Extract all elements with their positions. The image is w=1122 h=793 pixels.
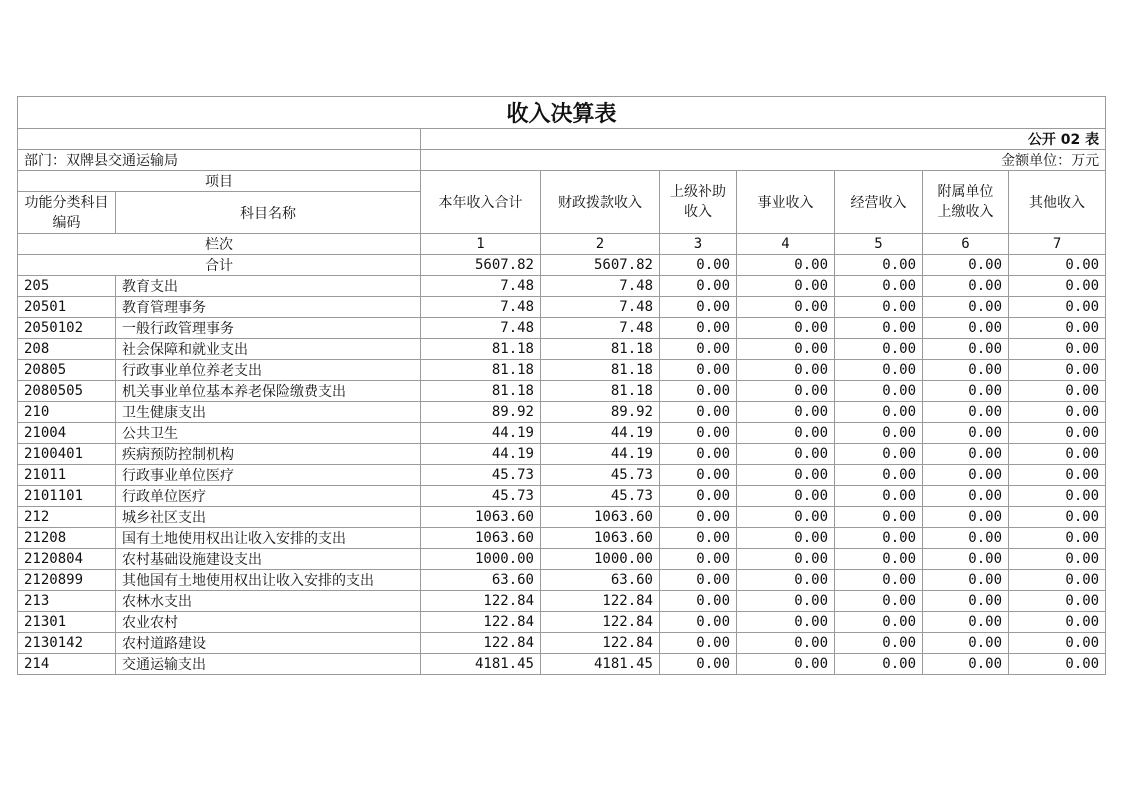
row-value: 1063.60 xyxy=(541,507,660,528)
row-value: 7.48 xyxy=(541,318,660,339)
lanci-col: 5 xyxy=(835,234,923,255)
table-row xyxy=(18,591,1106,612)
row-value: 81.18 xyxy=(541,339,660,360)
row-value: 0.00 xyxy=(660,633,737,654)
row-value: 7.48 xyxy=(541,276,660,297)
row-code: 21301 xyxy=(18,612,116,633)
row-value: 1000.00 xyxy=(541,549,660,570)
row-value: 0.00 xyxy=(835,465,923,486)
table-row xyxy=(18,360,1106,381)
row-name: 城乡社区支出 xyxy=(116,507,421,528)
row-value: 122.84 xyxy=(421,591,541,612)
lanci-col: 6 xyxy=(923,234,1009,255)
row-name: 国有土地使用权出让收入安排的支出 xyxy=(116,528,421,549)
row-value: 122.84 xyxy=(421,612,541,633)
row-code: 205 xyxy=(18,276,116,297)
row-value: 0.00 xyxy=(737,612,835,633)
row-name: 行政单位医疗 xyxy=(116,486,421,507)
row-name: 疾病预防控制机构 xyxy=(116,444,421,465)
form-code: 公开 02 表 xyxy=(421,129,1106,150)
row-value: 0.00 xyxy=(660,507,737,528)
row-value: 0.00 xyxy=(737,318,835,339)
row-name: 机关事业单位基本养老保险缴费支出 xyxy=(116,381,421,402)
header-fiscal: 财政拨款收入 xyxy=(541,171,660,234)
row-value: 0.00 xyxy=(1009,654,1106,675)
row-name: 教育支出 xyxy=(116,276,421,297)
row-value: 0.00 xyxy=(737,381,835,402)
row-value: 4181.45 xyxy=(541,654,660,675)
row-code: 21004 xyxy=(18,423,116,444)
lanci-col: 7 xyxy=(1009,234,1106,255)
row-code: 2130142 xyxy=(18,633,116,654)
row-value: 0.00 xyxy=(835,570,923,591)
table-row xyxy=(18,465,1106,486)
header-operating: 经营收入 xyxy=(835,171,923,234)
row-value: 0.00 xyxy=(1009,276,1106,297)
row-value: 0.00 xyxy=(923,654,1009,675)
row-value: 0.00 xyxy=(1009,591,1106,612)
total-value: 0.00 xyxy=(923,255,1009,276)
row-value: 0.00 xyxy=(1009,339,1106,360)
row-value: 0.00 xyxy=(660,360,737,381)
row-value: 89.92 xyxy=(421,402,541,423)
row-code: 208 xyxy=(18,339,116,360)
row-value: 0.00 xyxy=(1009,444,1106,465)
row-value: 45.73 xyxy=(421,486,541,507)
row-value: 0.00 xyxy=(923,444,1009,465)
row-value: 7.48 xyxy=(421,276,541,297)
row-value: 0.00 xyxy=(835,507,923,528)
row-value: 0.00 xyxy=(923,591,1009,612)
row-value: 0.00 xyxy=(737,633,835,654)
row-value: 81.18 xyxy=(541,360,660,381)
row-value: 0.00 xyxy=(1009,423,1106,444)
row-value: 1063.60 xyxy=(421,528,541,549)
row-value: 0.00 xyxy=(835,318,923,339)
row-value: 0.00 xyxy=(660,339,737,360)
row-value: 0.00 xyxy=(1009,465,1106,486)
row-value: 0.00 xyxy=(1009,633,1106,654)
row-value: 0.00 xyxy=(737,423,835,444)
row-value: 0.00 xyxy=(1009,549,1106,570)
row-code: 2080505 xyxy=(18,381,116,402)
row-value: 45.73 xyxy=(541,486,660,507)
table-row xyxy=(18,486,1106,507)
row-value: 0.00 xyxy=(835,276,923,297)
row-code: 2100401 xyxy=(18,444,116,465)
row-value: 0.00 xyxy=(923,318,1009,339)
row-value: 0.00 xyxy=(660,276,737,297)
row-value: 0.00 xyxy=(660,465,737,486)
row-name: 农林水支出 xyxy=(116,591,421,612)
row-value: 7.48 xyxy=(421,297,541,318)
total-value: 0.00 xyxy=(660,255,737,276)
table-row xyxy=(18,549,1106,570)
total-value: 5607.82 xyxy=(421,255,541,276)
header-superior-subsidy: 上级补助收入 xyxy=(660,171,737,234)
row-value: 0.00 xyxy=(660,402,737,423)
row-value: 0.00 xyxy=(923,633,1009,654)
row-value: 0.00 xyxy=(1009,318,1106,339)
table-row xyxy=(18,654,1106,675)
row-name: 农村基础设施建设支出 xyxy=(116,549,421,570)
row-code: 21208 xyxy=(18,528,116,549)
row-value: 0.00 xyxy=(1009,570,1106,591)
page-title: 收入决算表 xyxy=(18,97,1106,129)
row-value: 0.00 xyxy=(737,360,835,381)
header-subject-name: 科目名称 xyxy=(116,192,421,234)
row-name: 公共卫生 xyxy=(116,423,421,444)
row-value: 0.00 xyxy=(835,549,923,570)
blank-cell xyxy=(18,129,421,150)
row-value: 0.00 xyxy=(660,318,737,339)
row-code: 213 xyxy=(18,591,116,612)
unit-label: 金额单位：万元 xyxy=(421,150,1106,171)
row-name: 一般行政管理事务 xyxy=(116,318,421,339)
row-value: 0.00 xyxy=(923,549,1009,570)
total-label: 合计 xyxy=(18,255,421,276)
row-value: 0.00 xyxy=(737,276,835,297)
lanci-col: 1 xyxy=(421,234,541,255)
table-row xyxy=(18,276,1106,297)
row-value: 0.00 xyxy=(737,402,835,423)
header-func-code: 功能分类科目编码 xyxy=(18,192,116,234)
row-value: 0.00 xyxy=(923,570,1009,591)
row-code: 20501 xyxy=(18,297,116,318)
row-value: 44.19 xyxy=(421,423,541,444)
total-value: 0.00 xyxy=(1009,255,1106,276)
row-value: 0.00 xyxy=(923,360,1009,381)
row-value: 0.00 xyxy=(923,381,1009,402)
row-value: 0.00 xyxy=(923,276,1009,297)
row-value: 0.00 xyxy=(923,402,1009,423)
lanci-col: 4 xyxy=(737,234,835,255)
income-statement-sheet xyxy=(17,96,1105,675)
row-value: 0.00 xyxy=(1009,528,1106,549)
row-value: 0.00 xyxy=(923,297,1009,318)
row-name: 交通运输支出 xyxy=(116,654,421,675)
row-code: 210 xyxy=(18,402,116,423)
row-value: 0.00 xyxy=(835,591,923,612)
lanci-label: 栏次 xyxy=(18,234,421,255)
row-value: 63.60 xyxy=(421,570,541,591)
row-value: 0.00 xyxy=(737,549,835,570)
table-row xyxy=(18,528,1106,549)
row-code: 2050102 xyxy=(18,318,116,339)
row-value: 44.19 xyxy=(541,423,660,444)
department-label: 部门：双牌县交通运输局 xyxy=(18,150,421,171)
row-value: 0.00 xyxy=(737,654,835,675)
row-value: 0.00 xyxy=(737,507,835,528)
row-value: 7.48 xyxy=(541,297,660,318)
row-value: 0.00 xyxy=(1009,360,1106,381)
row-value: 0.00 xyxy=(737,528,835,549)
income-table xyxy=(17,96,1106,675)
row-value: 0.00 xyxy=(660,297,737,318)
row-value: 81.18 xyxy=(421,360,541,381)
lanci-col: 2 xyxy=(541,234,660,255)
row-value: 0.00 xyxy=(1009,507,1106,528)
row-name: 行政事业单位医疗 xyxy=(116,465,421,486)
row-value: 0.00 xyxy=(923,507,1009,528)
header-other: 其他收入 xyxy=(1009,171,1106,234)
row-value: 0.00 xyxy=(660,591,737,612)
row-value: 122.84 xyxy=(541,612,660,633)
row-value: 0.00 xyxy=(660,570,737,591)
row-name: 卫生健康支出 xyxy=(116,402,421,423)
row-value: 0.00 xyxy=(1009,402,1106,423)
table-row xyxy=(18,612,1106,633)
row-value: 0.00 xyxy=(660,444,737,465)
row-value: 81.18 xyxy=(541,381,660,402)
row-value: 0.00 xyxy=(835,654,923,675)
header-item: 项目 xyxy=(18,171,421,192)
row-value: 0.00 xyxy=(660,612,737,633)
row-value: 1063.60 xyxy=(421,507,541,528)
row-value: 0.00 xyxy=(835,486,923,507)
row-value: 81.18 xyxy=(421,339,541,360)
row-value: 89.92 xyxy=(541,402,660,423)
row-value: 0.00 xyxy=(923,465,1009,486)
row-value: 0.00 xyxy=(660,423,737,444)
row-value: 45.73 xyxy=(421,465,541,486)
row-value: 0.00 xyxy=(1009,486,1106,507)
row-value: 0.00 xyxy=(835,339,923,360)
row-value: 0.00 xyxy=(835,633,923,654)
row-code: 212 xyxy=(18,507,116,528)
table-row xyxy=(18,507,1106,528)
row-name: 农村道路建设 xyxy=(116,633,421,654)
row-code: 20805 xyxy=(18,360,116,381)
table-row xyxy=(18,339,1106,360)
row-value: 0.00 xyxy=(835,423,923,444)
row-value: 0.00 xyxy=(737,570,835,591)
row-value: 81.18 xyxy=(421,381,541,402)
row-value: 0.00 xyxy=(923,528,1009,549)
row-value: 0.00 xyxy=(923,612,1009,633)
header-total-income: 本年收入合计 xyxy=(421,171,541,234)
row-value: 0.00 xyxy=(660,486,737,507)
row-code: 2101101 xyxy=(18,486,116,507)
row-value: 45.73 xyxy=(541,465,660,486)
row-value: 0.00 xyxy=(835,381,923,402)
table-row xyxy=(18,570,1106,591)
row-value: 0.00 xyxy=(737,486,835,507)
row-code: 21011 xyxy=(18,465,116,486)
row-value: 0.00 xyxy=(1009,612,1106,633)
row-value: 0.00 xyxy=(737,444,835,465)
row-value: 0.00 xyxy=(835,612,923,633)
row-value: 0.00 xyxy=(835,297,923,318)
row-name: 社会保障和就业支出 xyxy=(116,339,421,360)
row-value: 0.00 xyxy=(1009,297,1106,318)
row-value: 0.00 xyxy=(923,423,1009,444)
table-row xyxy=(18,444,1106,465)
row-value: 0.00 xyxy=(737,591,835,612)
table-row xyxy=(18,633,1106,654)
row-value: 0.00 xyxy=(660,549,737,570)
row-value: 0.00 xyxy=(835,528,923,549)
header-business: 事业收入 xyxy=(737,171,835,234)
row-value: 0.00 xyxy=(660,381,737,402)
row-value: 0.00 xyxy=(737,339,835,360)
total-value: 0.00 xyxy=(737,255,835,276)
row-value: 4181.45 xyxy=(421,654,541,675)
row-value: 44.19 xyxy=(541,444,660,465)
table-row xyxy=(18,297,1106,318)
row-value: 0.00 xyxy=(923,486,1009,507)
row-value: 0.00 xyxy=(835,402,923,423)
table-row xyxy=(18,318,1106,339)
row-code: 2120899 xyxy=(18,570,116,591)
header-affiliated: 附属单位上缴收入 xyxy=(923,171,1009,234)
row-value: 122.84 xyxy=(541,633,660,654)
row-value: 0.00 xyxy=(835,360,923,381)
row-name: 其他国有土地使用权出让收入安排的支出 xyxy=(116,570,421,591)
row-value: 0.00 xyxy=(660,528,737,549)
row-value: 0.00 xyxy=(1009,381,1106,402)
row-code: 2120804 xyxy=(18,549,116,570)
row-value: 0.00 xyxy=(923,339,1009,360)
row-name: 行政事业单位养老支出 xyxy=(116,360,421,381)
table-row xyxy=(18,402,1106,423)
row-value: 0.00 xyxy=(660,654,737,675)
row-name: 教育管理事务 xyxy=(116,297,421,318)
row-value: 63.60 xyxy=(541,570,660,591)
row-value: 7.48 xyxy=(421,318,541,339)
lanci-col: 3 xyxy=(660,234,737,255)
table-row xyxy=(18,381,1106,402)
row-value: 1000.00 xyxy=(421,549,541,570)
row-name: 农业农村 xyxy=(116,612,421,633)
row-value: 0.00 xyxy=(737,297,835,318)
row-value: 1063.60 xyxy=(541,528,660,549)
total-value: 0.00 xyxy=(835,255,923,276)
row-value: 44.19 xyxy=(421,444,541,465)
row-value: 0.00 xyxy=(835,444,923,465)
row-value: 122.84 xyxy=(421,633,541,654)
row-code: 214 xyxy=(18,654,116,675)
row-value: 0.00 xyxy=(737,465,835,486)
total-value: 5607.82 xyxy=(541,255,660,276)
row-value: 122.84 xyxy=(541,591,660,612)
table-row xyxy=(18,423,1106,444)
